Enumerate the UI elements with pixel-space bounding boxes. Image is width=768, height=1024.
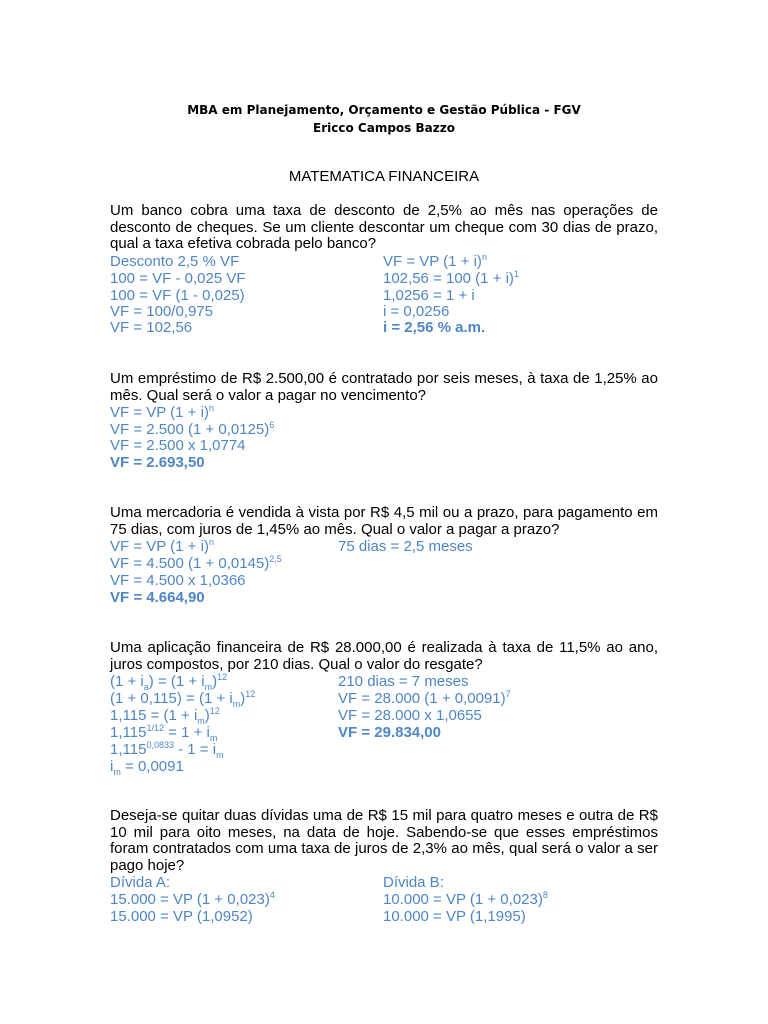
q4-left-line: $1,115^{1/12} = 1 + i_m$ xyxy=(110,723,218,743)
page-title: MATEMATICA FINANCEIRA xyxy=(288,168,480,185)
q3-left-line: VF = 4.500 $(1 + 0,0145)^{2,5}$ xyxy=(110,554,282,572)
header-author: Ericco Campos Bazzo xyxy=(313,121,455,135)
header-course: MBA em Planejamento, Orçamento e Gestão Pública - FGV xyxy=(187,103,581,117)
q1-left-line: VF = 100/0,975 xyxy=(110,303,213,320)
q4-left-line: $(1 + i_a) = (1 + i_m)^{12}$ xyxy=(110,672,228,692)
q1-right-line: VF = VP $(1 + i)^n$ xyxy=(383,252,487,270)
q4-right-line: VF = 28.000 x 1,0655 xyxy=(338,707,482,724)
question-1-text: Um banco cobra uma taxa de desconto de 2,5% ao mês nas operações de desconto de cheques. Se um cliente descontar um cheque com 30 dias de prazo, qual a taxa efetiva cobrada pelo banco? xyxy=(110,202,658,252)
q5-right-line: Dívida B: xyxy=(383,874,444,891)
q1-left-line: 100 = VF - 0,025 VF xyxy=(110,270,246,287)
q2-left-line: VF = VP $(1 + i)^n$ xyxy=(110,403,214,421)
q4-right-line: VF = 28.000 $(1 + 0,0091)^7$ xyxy=(338,689,511,707)
q2-answer: VF = 2.693,50 xyxy=(110,454,205,471)
q3-right-line: 75 dias = 2,5 meses xyxy=(338,538,473,555)
question-5-text: Deseja-se quitar duas dívidas uma de R$ 15 mil para quatro meses e outra de R$ 10 mil para oito meses, na data de hoje. Sabendo-se que esses empréstimos foram contratados com uma taxa de juros de 2,3% ao mês, qual será o valor a ser pago hoje? xyxy=(110,807,658,874)
q4-right-line: 210 dias = 7 meses xyxy=(338,673,469,690)
q1-answer: i = 2,56 % a.m. xyxy=(383,319,486,336)
q4-left-line: $1,115 = (1 + i_m)^{12}$ xyxy=(110,706,220,726)
q1-right-line: 1,0256 = 1 + i xyxy=(383,287,475,304)
q4-left-line: $i_m = 0,0091$ xyxy=(110,758,184,777)
q5-right-line: 10.000 = VP (1,1995) xyxy=(383,908,526,925)
question-3-text: Uma mercadoria é vendida à vista por R$ 4,5 mil ou a prazo, para pagamento em 75 dias, com juros de 1,45% ao mês. Qual o valor a pagar a prazo? xyxy=(110,504,658,538)
q2-left-line: VF = 2.500 $(1 + 0,0125)^6$ xyxy=(110,420,275,438)
q4-left-line: $1,115^{0,0833} - 1 = i_m$ xyxy=(110,740,224,760)
q1-right-line: 102,56 = 100 $(1 + i)^1$ xyxy=(383,269,519,287)
q4-left-line: $(1 + 0,115) = (1 + i_m)^{12}$ xyxy=(110,689,256,709)
q1-right-line: i = 0,0256 xyxy=(383,303,450,320)
q5-left-line: 15.000 = VP $(1 + 0,023)^4$ xyxy=(110,890,275,908)
q4-answer: VF = 29.834,00 xyxy=(338,724,441,741)
question-4-text: Uma aplicação financeira de R$ 28.000,00 é realizada à taxa de 11,5% ao ano, juros compostos, por 210 dias. Qual o valor do resgate? xyxy=(110,639,658,673)
q1-left-line: VF = 102,56 xyxy=(110,319,193,336)
q1-left-line: Desconto 2,5 % VF xyxy=(110,253,240,270)
q5-left-line: 15.000 = VP (1,0952) xyxy=(110,908,253,925)
q3-answer: VF = 4.664,90 xyxy=(110,589,205,606)
q3-left-line: VF = 4.500 x 1,0366 xyxy=(110,572,246,589)
q5-left-line: Dívida A: xyxy=(110,874,171,891)
q1-left-line: 100 = VF (1 - 0,025) xyxy=(110,287,245,304)
q3-left-line: VF = VP $(1 + i)^n$ xyxy=(110,537,214,555)
q2-left-line: VF = 2.500 x 1,0774 xyxy=(110,437,246,454)
question-2-text: Um empréstimo de R$ 2.500,00 é contratado por seis meses, à taxa de 1,25% ao mês. Qual será o valor a pagar no vencimento? xyxy=(110,370,658,404)
q5-right-line: 10.000 = VP $(1 + 0,023)^8$ xyxy=(383,890,548,908)
